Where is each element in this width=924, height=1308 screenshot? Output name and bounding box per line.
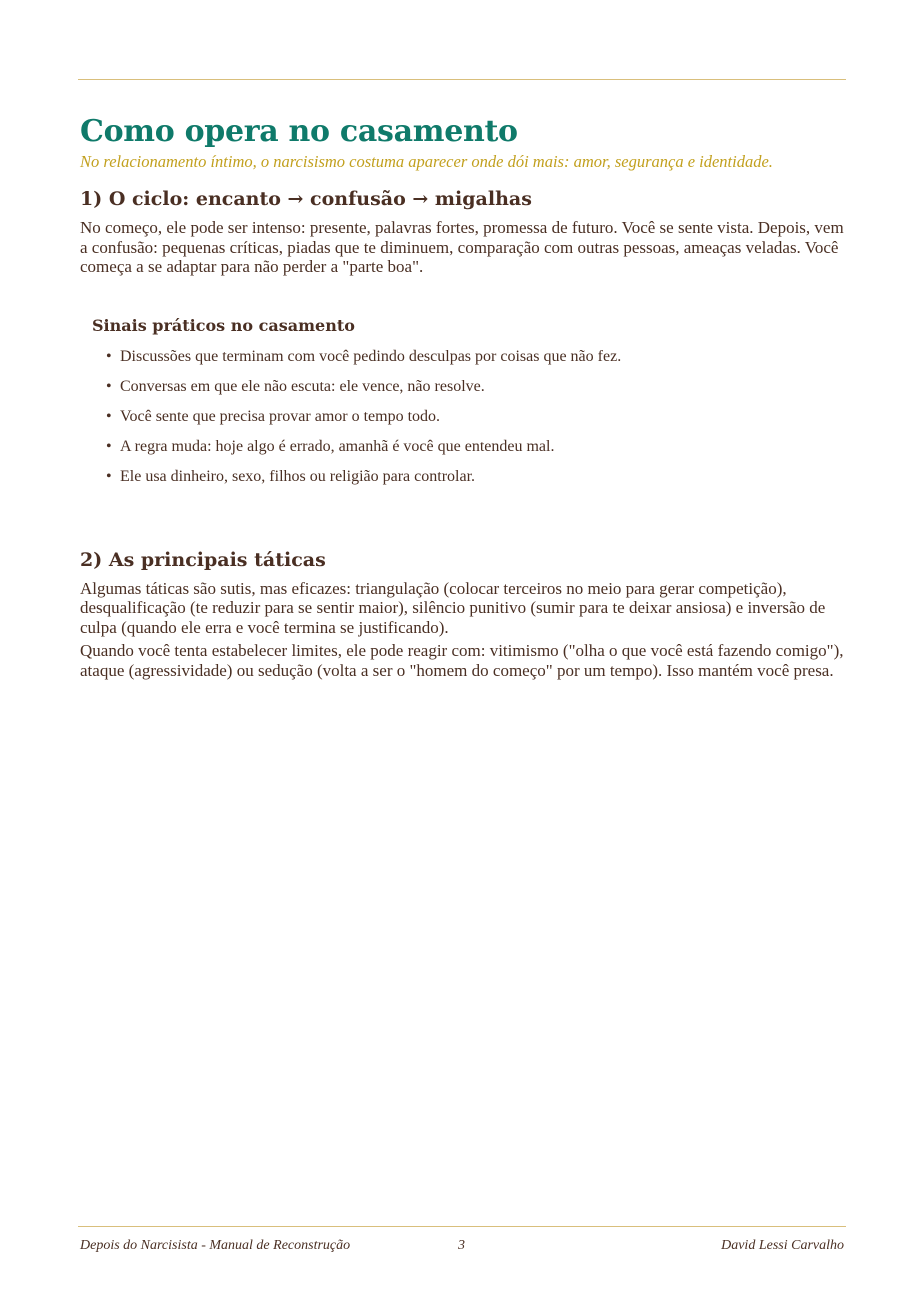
bullet-icon: • xyxy=(106,377,112,395)
section-tactics-paragraph: Algumas táticas são sutis, mas eficazes: triangulação (colocar terceiros no meio para gerar competição), desqualificação (te reduzir para se sentir maior), silêncio punitivo (sumir para te deixar ansiosa) e inversão de culpa (quando ele erra e você termina se justificando). xyxy=(80,578,826,637)
practical-signs-list xyxy=(92,347,846,487)
list-item xyxy=(106,467,846,487)
section-tactics-paragraph: Quando você tenta estabelecer limites, ele pode reagir com: vitimismo ("olha o que você está fazendo comigo"), ataque (agressividade) ou sedução (volta a ser o "homem do começo" por um tempo). Isso mantém você presa. xyxy=(80,641,844,680)
bullet-icon: • xyxy=(106,347,112,365)
bullet-icon: • xyxy=(106,407,112,425)
page-title: Como opera no casamento xyxy=(80,114,518,149)
footer-page-number: 3 xyxy=(458,1238,465,1253)
list-item xyxy=(106,347,846,367)
section-tactics xyxy=(80,547,846,681)
footer-divider xyxy=(78,1226,846,1227)
list-item-text: A regra muda: hoje algo é errado, amanhã é você que entendeu mal. xyxy=(120,437,555,455)
header-divider xyxy=(78,79,846,80)
section-heading-tactics: 2) As principais táticas xyxy=(80,548,326,571)
page-content xyxy=(80,112,846,680)
list-item xyxy=(106,377,846,397)
list-item-text: Você sente que precisa provar amor o tempo todo. xyxy=(120,407,441,425)
list-item-text: Discussões que terminam com você pedindo desculpas por coisas que não fez. xyxy=(120,347,622,365)
bullet-icon: • xyxy=(106,467,112,485)
list-item-text: Ele usa dinheiro, sexo, filhos ou religião para controlar. xyxy=(120,467,476,485)
list-item xyxy=(106,407,846,427)
callout-title: Sinais práticos no casamento xyxy=(92,315,355,335)
practical-signs-callout xyxy=(92,315,846,487)
list-item xyxy=(106,437,846,457)
footer-book-title: Depois do Narcisista - Manual de Reconstrução xyxy=(80,1238,351,1253)
footer-author: David Lessi Carvalho xyxy=(721,1238,844,1253)
section-cycle-paragraph: No começo, ele pode ser intenso: presente, palavras fortes, promessa de futuro. Você se sente vista. Depois, vem a confusão: pequenas críticas, piadas que te diminuem, comparação com outras pessoas, ameaças veladas. Você começa a se adaptar para não perder a "parte boa". xyxy=(80,218,844,276)
section-heading-cycle: 1) O ciclo: encanto → confusão → migalhas xyxy=(80,188,532,210)
page-subtitle: No relacionamento íntimo, o narcisismo costuma aparecer onde dói mais: amor, segurança e identidade. xyxy=(80,152,773,171)
page-footer xyxy=(80,1236,844,1256)
list-item-text: Conversas em que ele não escuta: ele vence, não resolve. xyxy=(120,377,485,395)
bullet-icon: • xyxy=(106,437,112,455)
